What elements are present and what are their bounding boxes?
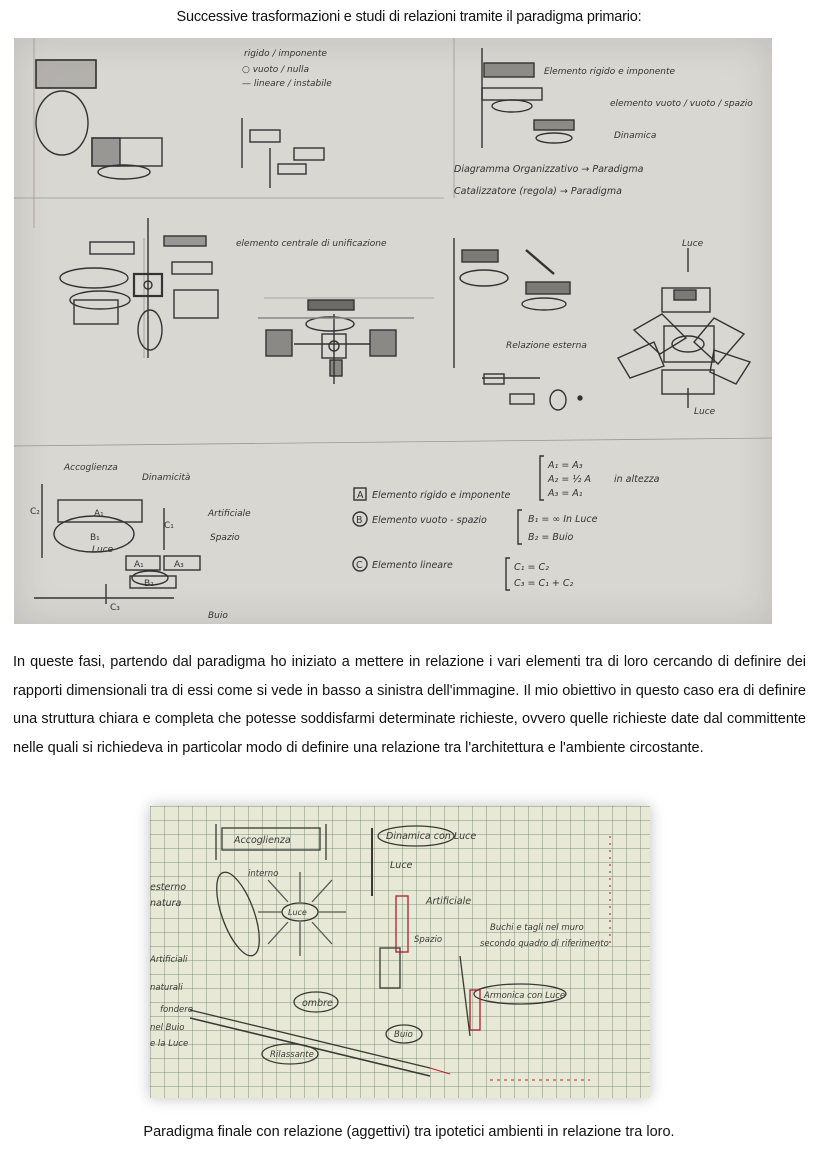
eq-c3: C₃ = C₁ + C₂ <box>514 578 574 589</box>
label-nel-buio: nel Buio <box>150 1023 185 1033</box>
label-armonica: Armonica con Luce <box>484 991 566 1001</box>
sketch-sheet-primary <box>14 38 772 624</box>
label-la-luce: e la Luce <box>150 1039 189 1049</box>
label-luce-small: Luce <box>92 545 114 555</box>
label-accoglienza: Accoglienza <box>64 463 118 473</box>
label-dinamica: Dinamica <box>614 131 657 141</box>
caption-bottom: Paradigma finale con relazione (aggettivi) tra ipotetici ambienti in relazione tra loro. <box>143 1124 675 1140</box>
legend-b: Elemento vuoto - spazio <box>372 515 487 526</box>
eq-c1: C₁ = C₂ <box>514 562 549 573</box>
label-c1: C₁ <box>164 521 174 531</box>
label-b1: B₁ <box>90 533 100 543</box>
eq-a1: A₁ = A₃ <box>548 460 583 471</box>
sketch-drawing <box>14 38 772 624</box>
svg-text:○ vuoto / nulla: ○ vuoto / nulla <box>242 65 309 75</box>
sketch-dimension-diagram <box>34 484 200 604</box>
eq-a2: A₂ = ½ A <box>548 474 592 485</box>
label-luce-center: Luce <box>288 908 307 917</box>
label-luce-bottom: Luce <box>694 407 716 417</box>
body-paragraph: In queste fasi, partendo dal paradigma ho iniziato a mettere in relazione i vari elementi tra di loro cercando di definire dei rapporti dimensionali tra di essi come si vede in basso a sinistra dell'immagine. Il mio obiettivo in questo caso era di definire una struttura chiara e completa che potesse soddisfarmi determinate richieste, ovvero quelle richieste date dal committente nelle quali si richiedeva in particolar modo di definire una relazione tra l'architettura e l'ambiente circostante. <box>13 654 806 756</box>
sketch-right-labels <box>506 239 716 417</box>
sketch-sheet-final <box>150 806 650 1098</box>
label-relazione: Relazione esterna <box>506 341 587 351</box>
sketch-cluster-middle-left <box>60 218 218 358</box>
label-artificiale: Artificiale <box>208 509 251 519</box>
legend-c: Elemento lineare <box>372 560 453 571</box>
label-secondo: secondo quadro di riferimento <box>480 939 609 949</box>
label-naturali: naturali <box>150 983 183 993</box>
label-ombre: ombre <box>302 998 333 1009</box>
label-diagramma: Diagramma Organizzativo → Paradigma <box>454 164 644 175</box>
label-buchi: Buchi e tagli nel muro <box>490 923 584 933</box>
label-c3: C₃ <box>110 603 120 613</box>
label-esterno: esterno <box>150 882 187 893</box>
svg-text:— lineare / instabile: — lineare / instabile <box>242 79 332 89</box>
label-b2: B₂ <box>144 579 154 589</box>
sketch-cross-diagram <box>258 300 414 384</box>
label-luce-final: Luce <box>390 860 413 871</box>
label-buio: Buio <box>208 611 228 621</box>
eq-b2: B₂ = Buio <box>528 532 574 543</box>
label-fondere: fondere <box>160 1005 193 1015</box>
label-artificiali: Artificiali <box>150 955 188 965</box>
sketch-legend-small <box>242 49 332 89</box>
label-artificiale-final: Artificiale <box>426 896 472 907</box>
label-spazio-final: Spazio <box>414 935 443 945</box>
label-spazio: Spazio <box>210 533 240 543</box>
label-catalizzatore: Catalizzatore (regola) → Paradigma <box>454 186 622 197</box>
label-a1: A₁ <box>94 509 104 519</box>
label-buio-final: Buio <box>394 1030 413 1040</box>
sketch-block-topright <box>482 48 574 148</box>
svg-text:rigido / imponente: rigido / imponente <box>244 49 327 59</box>
label-a1b: A₁ <box>134 560 144 570</box>
eq-a3: A₃ = A₁ <box>548 488 583 499</box>
sketch-luce-diagram <box>618 248 750 408</box>
final-shapes <box>190 824 566 1076</box>
label-elemento-rigido: Elemento rigido e imponente <box>544 67 676 77</box>
label-dinamicita: Dinamicità <box>142 473 191 483</box>
legend-letter-c: C <box>356 560 363 571</box>
eq-altezza: in altezza <box>614 474 660 485</box>
label-elemento-vuoto: elemento vuoto / vuoto / spazio <box>610 99 753 109</box>
label-natura: natura <box>150 898 182 909</box>
label-rilassante: Rilassante <box>270 1050 314 1060</box>
legend-a: Elemento rigido e imponente <box>372 490 511 501</box>
sketch-block-right-middle <box>454 238 582 410</box>
eq-b1: B₁ = ∞ In Luce <box>528 514 598 525</box>
legend-letter-a: A <box>357 490 364 501</box>
label-elemento-centrale: elemento centrale di unificazione <box>236 239 387 249</box>
final-red-marks <box>430 836 610 1080</box>
caption-top: Successive trasformazioni e studi di relazioni tramite il paradigma primario: <box>176 9 642 25</box>
label-c2: C₂ <box>30 507 40 517</box>
sketch-top-labels <box>236 67 753 249</box>
label-accoglienza-final: Accoglienza <box>234 835 291 846</box>
final-paradigm-drawing <box>150 806 650 1098</box>
label-interno: interno <box>248 869 279 879</box>
label-luce-top: Luce <box>682 239 704 249</box>
label-a3: A₃ <box>174 560 184 570</box>
legend-letter-b: B <box>356 515 363 526</box>
label-dinamica-luce: Dinamica con Luce <box>386 831 477 842</box>
